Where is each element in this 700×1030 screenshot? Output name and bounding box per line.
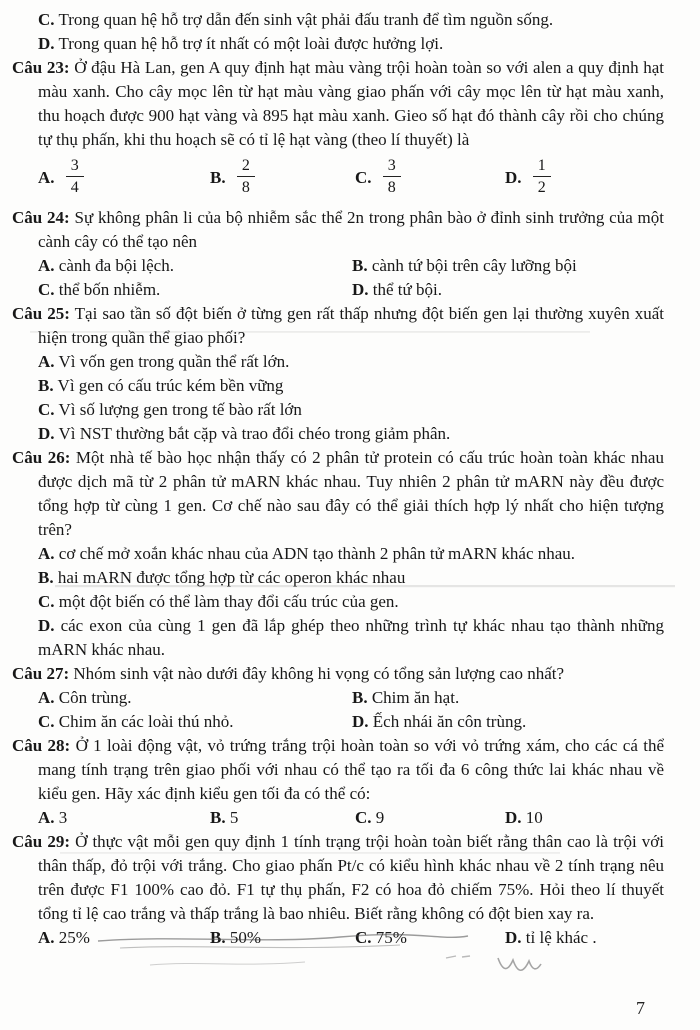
question-stem xyxy=(12,830,664,926)
option-text: cành đa bội lệch. xyxy=(58,256,174,275)
options-grid xyxy=(12,686,664,734)
option-label: B. xyxy=(210,928,226,947)
option-text: Côn trùng. xyxy=(58,688,132,707)
option xyxy=(38,254,352,278)
pencil-dash xyxy=(446,956,470,958)
fraction-denominator: 4 xyxy=(70,179,79,196)
question-label: Câu 28: xyxy=(12,736,71,755)
option-label: D. xyxy=(38,424,55,443)
question-label: Câu 24: xyxy=(12,208,70,227)
question-stem xyxy=(12,56,664,152)
option-label: D. xyxy=(352,280,369,299)
option-label: B. xyxy=(210,167,226,187)
option-text: Trong quan hệ hỗ trợ ít nhất có một loài được hưởng lợi. xyxy=(58,34,444,53)
fraction-numerator: 2 xyxy=(237,157,255,177)
option xyxy=(12,350,664,374)
option-label: C. xyxy=(38,280,55,299)
option-label: B. xyxy=(38,376,54,395)
question-text: Sự không phân li của bộ nhiễm sắc thể 2n trong phân bào ở đỉnh sinh trưởng của một cành cây có thể tạo nên xyxy=(38,208,664,251)
option-text: cành tứ bội trên cây lưỡng bội xyxy=(371,256,577,275)
option xyxy=(12,614,664,662)
option-text: Vì số lượng gen trong tế bào rất lớn xyxy=(58,400,302,419)
option-label: C. xyxy=(355,928,372,947)
option-label: D. xyxy=(505,808,522,827)
options-grid xyxy=(12,926,664,950)
option xyxy=(38,710,352,734)
option-text: thể bốn nhiễm. xyxy=(58,280,161,299)
option xyxy=(210,159,355,199)
question-block xyxy=(12,830,664,950)
option-text: Trong quan hệ hỗ trợ dẫn đến sinh vật phải đấu tranh để tìm nguồn sống. xyxy=(58,10,554,29)
option-label: C. xyxy=(38,10,55,29)
option xyxy=(12,422,664,446)
question-text: Tại sao tần số đột biến ở từng gen rất thấp nhưng đột biến gen lại thường xuyên xuất hiện trong quần thể giao phối? xyxy=(38,304,664,347)
option-label: A. xyxy=(38,688,55,707)
handwriting-swoosh xyxy=(498,958,541,970)
option xyxy=(355,926,505,950)
option-label: C. xyxy=(38,400,55,419)
option xyxy=(210,806,355,830)
option-text: 10 xyxy=(525,808,543,827)
option-label: C. xyxy=(38,592,55,611)
option xyxy=(12,566,664,590)
option xyxy=(38,159,210,199)
question-stem xyxy=(12,734,664,806)
options-row xyxy=(12,152,664,206)
option-text: một đột biến có thể làm thay đổi cấu trúc của gen. xyxy=(58,592,399,611)
option-label: C. xyxy=(355,167,372,187)
question-text: Nhóm sinh vật nào dưới đây không hi vọng có tổng sản lượng cao nhất? xyxy=(73,664,565,683)
option xyxy=(505,806,664,830)
option-text: 25% xyxy=(58,928,90,947)
fraction-numerator: 1 xyxy=(533,157,551,177)
carryover-option xyxy=(12,8,664,32)
option-label: A. xyxy=(38,256,55,275)
options-grid xyxy=(12,806,664,830)
option-text: 3 xyxy=(58,808,68,827)
option-label: A. xyxy=(38,167,55,187)
option xyxy=(505,159,664,199)
question-text: Một nhà tế bào học nhận thấy có 2 phân tử protein có cấu trúc hoàn toàn khác nhau được dịch mã từ 2 phân tử mARN khác nhau. Tuy nhiên 2 phân tử mARN này đều được tổng hợp từ cùng 1 gen. Cơ chế nào sau đây có thể giải thích hợp lý nhất cho hiện tượng trên? xyxy=(38,448,664,539)
option-label: B. xyxy=(210,808,226,827)
option-text: tỉ lệ khác . xyxy=(525,928,597,947)
option-text: cơ chế mở xoắn khác nhau của ADN tạo thành 2 phân tử mARN khác nhau. xyxy=(58,544,576,563)
question-stem xyxy=(12,206,664,254)
option-label: C. xyxy=(355,808,372,827)
option xyxy=(352,686,664,710)
option-label: A. xyxy=(38,544,55,563)
option xyxy=(12,398,664,422)
question-block xyxy=(12,56,664,206)
option-text: Chim ăn các loài thú nhỏ. xyxy=(58,712,234,731)
option xyxy=(505,926,664,950)
option-label: D. xyxy=(38,34,55,53)
option xyxy=(355,159,505,199)
fraction-numerator: 3 xyxy=(66,157,84,177)
option-text: 5 xyxy=(229,808,239,827)
question-block xyxy=(12,734,664,830)
option-text: Vì NST thường bắt cặp và trao đổi chéo trong giảm phân. xyxy=(58,424,451,443)
option-label: D. xyxy=(352,712,369,731)
option-label: D. xyxy=(38,616,55,635)
question-block xyxy=(12,446,664,662)
option-label: A. xyxy=(38,352,55,371)
option xyxy=(352,278,664,302)
option-label: B. xyxy=(352,688,368,707)
option-label: D. xyxy=(505,928,522,947)
option-label: C. xyxy=(38,712,55,731)
question-stem xyxy=(12,302,664,350)
option-label: B. xyxy=(352,256,368,275)
options-grid xyxy=(12,254,664,302)
question-label: Câu 23: xyxy=(12,58,70,77)
option-text: 9 xyxy=(375,808,385,827)
question-text: Ở 1 loài động vật, vỏ trứng trắng trội hoàn toàn so với vỏ trứng xám, cho các cá thể mang tính trạng trên giao phối với nhau có thể tạo ra tối đa 6 công thức lai khác nhau về kiểu gen. Hãy xác định kiểu gen tối đa có thể có: xyxy=(38,736,664,803)
option-label: D. xyxy=(505,167,522,187)
option-text: hai mARN được tổng hợp từ các operon khác nhau xyxy=(57,568,406,587)
question-label: Câu 27: xyxy=(12,664,70,683)
option xyxy=(12,374,664,398)
option xyxy=(38,686,352,710)
page-number: 7 xyxy=(636,998,645,1018)
option xyxy=(38,806,210,830)
fraction-numerator: 3 xyxy=(383,157,401,177)
option-label: A. xyxy=(38,808,55,827)
option-text: Ếch nhái ăn côn trùng. xyxy=(372,712,527,731)
question-label: Câu 26: xyxy=(12,448,71,467)
question-block xyxy=(12,302,664,446)
option-label: A. xyxy=(38,928,55,947)
fraction xyxy=(66,157,84,197)
option xyxy=(38,926,210,950)
question-stem xyxy=(12,662,664,686)
strike-mark xyxy=(150,962,305,965)
option xyxy=(38,278,352,302)
fraction xyxy=(237,157,255,197)
fraction-denominator: 2 xyxy=(537,179,546,196)
question-label: Câu 25: xyxy=(12,304,70,323)
option-text: Vì gen có cấu trúc kém bền vững xyxy=(57,376,284,395)
option xyxy=(352,254,664,278)
fraction-denominator: 8 xyxy=(241,179,250,196)
option-label: B. xyxy=(38,568,54,587)
fraction xyxy=(383,157,401,197)
option xyxy=(12,542,664,566)
option-text: thể tứ bội. xyxy=(372,280,442,299)
question-label: Câu 29: xyxy=(12,832,70,851)
option-text: Vì vốn gen trong quần thể rất lớn. xyxy=(58,352,290,371)
fraction-denominator: 8 xyxy=(387,179,396,196)
option xyxy=(12,590,664,614)
exam-content xyxy=(12,8,664,950)
option-text: 75% xyxy=(375,928,407,947)
option-text: 50% xyxy=(229,928,262,947)
option xyxy=(352,710,664,734)
question-text: Ở đậu Hà Lan, gen A quy định hạt màu vàng trội hoàn toàn so với alen a quy định hạt màu xanh. Cho cây mọc lên từ hạt màu vàng giao phấn với cây mọc lên từ hạt màu xanh, thu hoạch được 900 hạt vàng và 895 hạt màu xanh. Gieo số hạt đó thành cây rồi cho chúng tự thụ phấn, khi thu hoạch sẽ có tỉ lệ hạt vàng (theo lí thuyết) là xyxy=(38,58,664,149)
carryover-option xyxy=(12,32,664,56)
question-text: Ở thực vật mỗi gen quy định 1 tính trạng trội hoàn toàn biết rằng thân cao là trội với thân thấp, đỏ trội với trắng. Cho giao phấn Pt/c có kiểu hình khác nhau về 2 tính trạng nêu trên được F1 100% cao đỏ. F1 tự thụ phấn, F2 có hoa đỏ chiếm 75%. Hỏi theo lí thuyết tổng tỉ lệ cao trắng và thấp trắng là bao nhiêu. Biết rằng không có đột bien xay ra. xyxy=(38,832,664,923)
option xyxy=(210,926,355,950)
option-text: Chim ăn hạt. xyxy=(371,688,460,707)
fraction xyxy=(533,157,551,197)
option-text: các exon của cùng 1 gen đã lắp ghép theo những trình tự khác nhau tạo thành những mARN khác nhau. xyxy=(38,616,664,659)
question-block xyxy=(12,206,664,302)
option xyxy=(355,806,505,830)
question-stem xyxy=(12,446,664,542)
question-block xyxy=(12,662,664,734)
